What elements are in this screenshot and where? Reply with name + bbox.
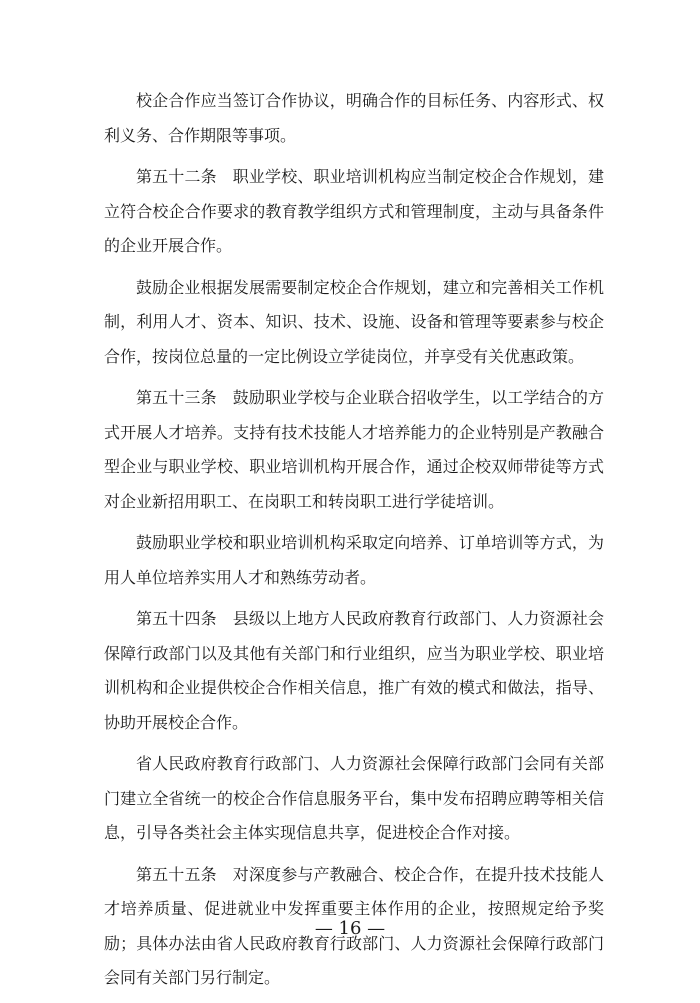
- article-number: 第五十五条: [136, 864, 217, 884]
- article-number: 第五十三条: [136, 388, 217, 407]
- page-number: — 16 —: [314, 918, 386, 939]
- paragraph-text: 省人民政府教育行政部门、人力资源社会保障行政部门会同有关部门建立全省统一的校企合作信息服务平台，集中发布招聘应聘等相关信息，引导各类社会主体实现信息共享，促进校企合作对接。: [104, 754, 604, 842]
- paragraph-1: [104, 84, 604, 153]
- paragraph-text: 鼓励企业根据发展需要制定校企合作规划，建立和完善相关工作机制，利用人才、资本、知识、技术、设施、设备和管理等要素参与校企合作，按岗位总量的一定比例设立学徒岗位，并享受有关优惠政策。: [104, 277, 604, 366]
- paragraph-text: 职业学校、职业培训机构应当制定校企合作规划，建立符合校企合作要求的教育教学组织方式和管理制度，主动与具备条件的企业开展合作。: [104, 167, 604, 255]
- paragraph-text: 鼓励职业学校与企业联合招收学生，以工学结合的方式开展人才培养。支持有技术技能人才培养能力的企业特别是产教融合型企业与职业学校、职业培训机构开展合作，通过企校双师带徒等方式对企业新招用职工、在岗职工和转岗职工进行学徒培训。: [104, 388, 604, 511]
- paragraph-7: [104, 747, 604, 851]
- paragraph-3: [104, 271, 604, 375]
- paragraph-article-52: [104, 160, 604, 264]
- paragraph-article-54: [104, 602, 604, 740]
- paragraph-text: 鼓励职业学校和职业培训机构采取定向培养、订单培训等方式，为用人单位培养实用人才和熟练劳动者。: [104, 533, 604, 587]
- paragraph-article-53: [104, 381, 604, 519]
- paragraph-text: 县级以上地方人民政府教育行政部门、人力资源社会保障行政部门以及其他有关部门和行业组织，应当为职业学校、职业培训机构和企业提供校企合作相关信息，推广有效的模式和做法，指导、协助开展校企合作。: [104, 609, 604, 732]
- article-number: 第五十四条: [136, 609, 217, 628]
- article-number: 第五十二条: [136, 167, 217, 186]
- paragraph-5: [104, 526, 604, 595]
- paragraph-text: 校企合作应当签订合作协议，明确合作的目标任务、内容形式、权利义务、合作期限等事项。: [104, 91, 604, 145]
- paragraph-text: 对深度参与产教融合、校企合作，在提升技术技能人才培养质量、促进就业中发挥重要主体作用的企业，按照规定给予奖励；具体办法由省人民政府教育行政部门、人力资源社会保障行政部门会同有关部门另行制定。: [104, 864, 604, 987]
- document-body: [104, 84, 604, 1003]
